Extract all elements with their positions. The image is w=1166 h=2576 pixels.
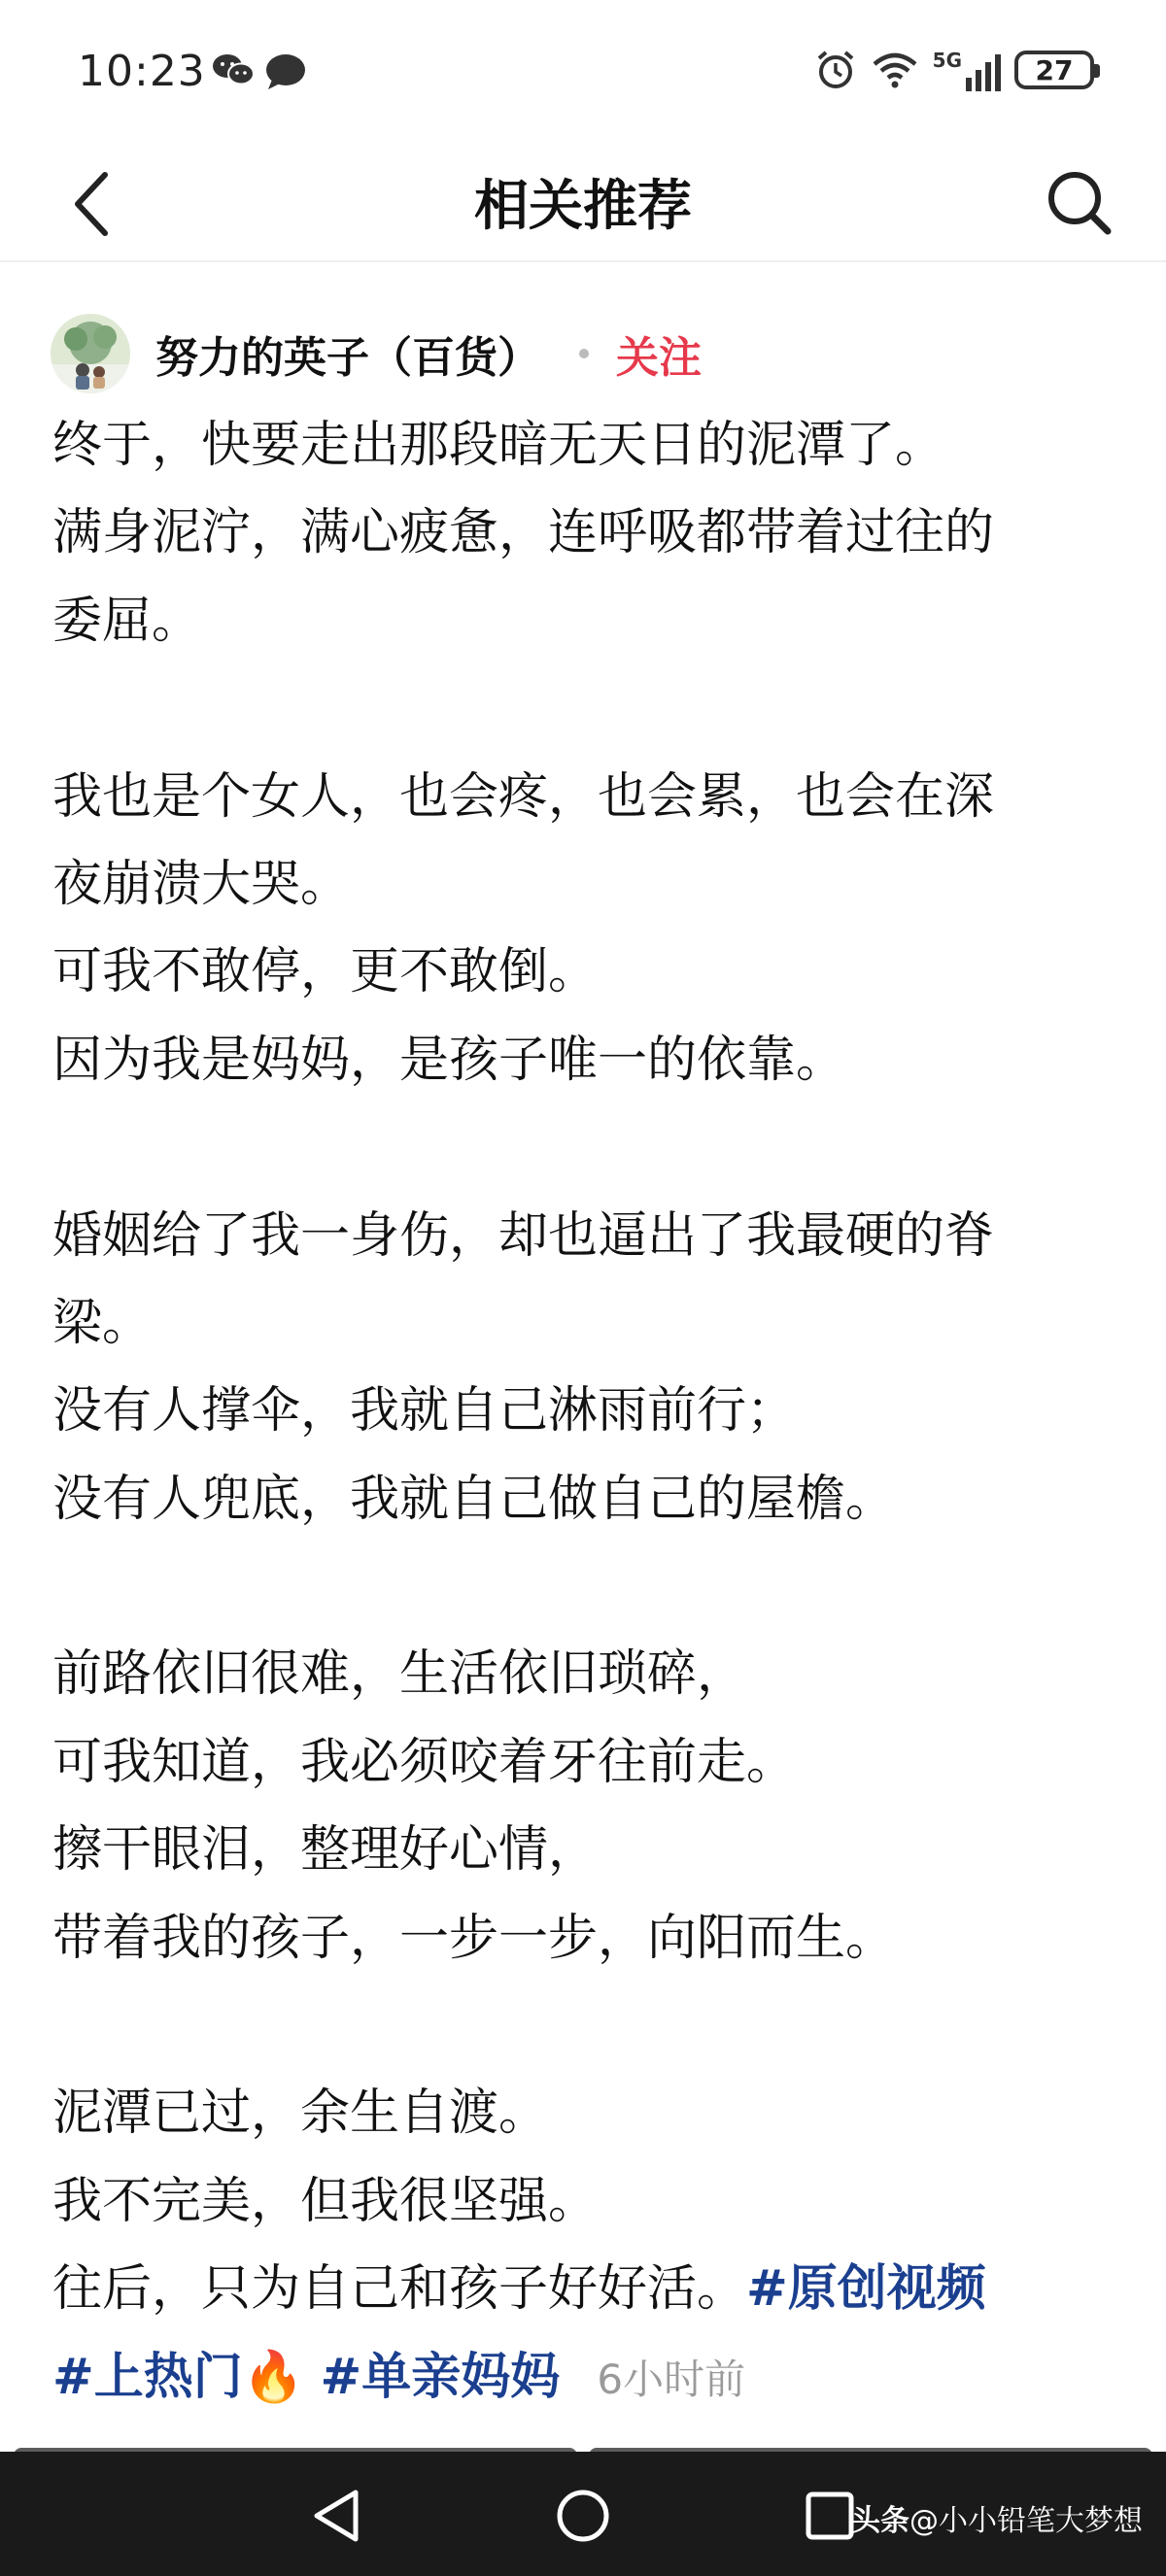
watermark-brand: 头条 — [851, 2504, 909, 2538]
post-line: 婚姻给了我一身伤，却也逼出了我最硬的脊 — [52, 1206, 995, 1265]
hashtag-single-mom[interactable]: #单亲妈妈 — [320, 2348, 561, 2406]
network-label: 5G — [932, 49, 962, 72]
alarm-icon — [814, 49, 857, 91]
system-nav-bar — [0, 2452, 1166, 2576]
wechat-icon — [212, 52, 255, 87]
paragraph-gap — [52, 1983, 1131, 2070]
status-system-icons — [814, 49, 1094, 91]
back-triangle-icon — [309, 2487, 363, 2545]
5g-signal-icon — [933, 49, 1001, 91]
avatar[interactable] — [51, 314, 130, 393]
paragraph-gap — [52, 1104, 1131, 1192]
post-line: 终于，快要走出那段暗无天日的泥潭了。 — [52, 417, 945, 474]
post-line: 因为我是妈妈，是孩子唯一的依靠。 — [52, 1031, 846, 1089]
top-header — [0, 146, 1166, 262]
post-line: 擦干眼泪，整理好心情， — [52, 1821, 599, 1880]
post-timestamp: 6小时前 — [597, 2355, 746, 2403]
battery-indicator — [1014, 51, 1094, 89]
post-line: 委屈。 — [52, 592, 202, 650]
hashtag-trending[interactable] — [52, 2349, 304, 2406]
nav-back-button[interactable] — [297, 2477, 375, 2555]
hashtag-original-video[interactable]: #原创视频 — [746, 2260, 986, 2319]
post-line-text: 往后，只为自己和孩子好好活。 — [52, 2260, 747, 2319]
recents-square-icon — [803, 2489, 857, 2543]
post-hashtag-line — [52, 2334, 1131, 2422]
search-icon — [1046, 169, 1114, 237]
follow-button[interactable]: 关注 — [616, 333, 702, 383]
post-line: 满身泥泞，满心疲惫，连呼吸都带着过往的 — [52, 504, 995, 562]
post-line: 可我知道，我必须咬着牙往前走。 — [52, 1733, 797, 1791]
paragraph-gap — [52, 1543, 1131, 1631]
post-line: 带着我的孩子，一步一步，向阳而生。 — [52, 1909, 896, 1967]
post-line: 没有人撑伞，我就自己淋雨前行； — [52, 1382, 797, 1441]
paragraph-gap — [52, 665, 1131, 753]
post-last-line — [52, 2246, 1131, 2333]
post-line: 泥潭已过，余生自渡。 — [52, 2085, 549, 2143]
post-line: 我不完美，但我很坚强。 — [52, 2172, 599, 2230]
post-line: 我也是个女人，也会疼，也会累，也会在深 — [52, 767, 995, 826]
home-circle-icon — [554, 2487, 612, 2545]
post-line: 可我不敢停，更不敢倒。 — [52, 943, 599, 1001]
status-bar — [0, 0, 1166, 146]
status-time: 10:23 — [78, 47, 206, 96]
author-name[interactable]: 努力的英子（百货） — [155, 333, 540, 383]
status-notification-icons — [212, 52, 307, 91]
author-row — [51, 313, 702, 394]
separator-dot — [579, 349, 589, 358]
post-line: 夜崩溃大哭。 — [52, 855, 351, 913]
search-button[interactable] — [1036, 159, 1123, 247]
wifi-icon — [871, 51, 919, 89]
page-title: 相关推荐 — [474, 175, 692, 238]
battery-level: 27 — [1035, 53, 1074, 86]
hashtag-trending-text: #上热门 — [52, 2348, 243, 2406]
post-line: 前路依旧很难，生活依旧琐碎， — [52, 1645, 747, 1704]
post-line: 梁。 — [52, 1294, 153, 1352]
post-body — [52, 402, 1131, 2422]
message-bubble-icon — [264, 52, 307, 91]
fire-emoji-icon: 🔥 — [242, 2348, 305, 2406]
post-line: 没有人兜底，我就自己做自己的屋檐。 — [52, 1470, 896, 1528]
avatar-image — [51, 314, 130, 393]
watermark — [851, 2496, 1143, 2539]
watermark-handle: @小小铅笔大梦想 — [909, 2504, 1143, 2538]
nav-home-button[interactable] — [544, 2477, 622, 2555]
